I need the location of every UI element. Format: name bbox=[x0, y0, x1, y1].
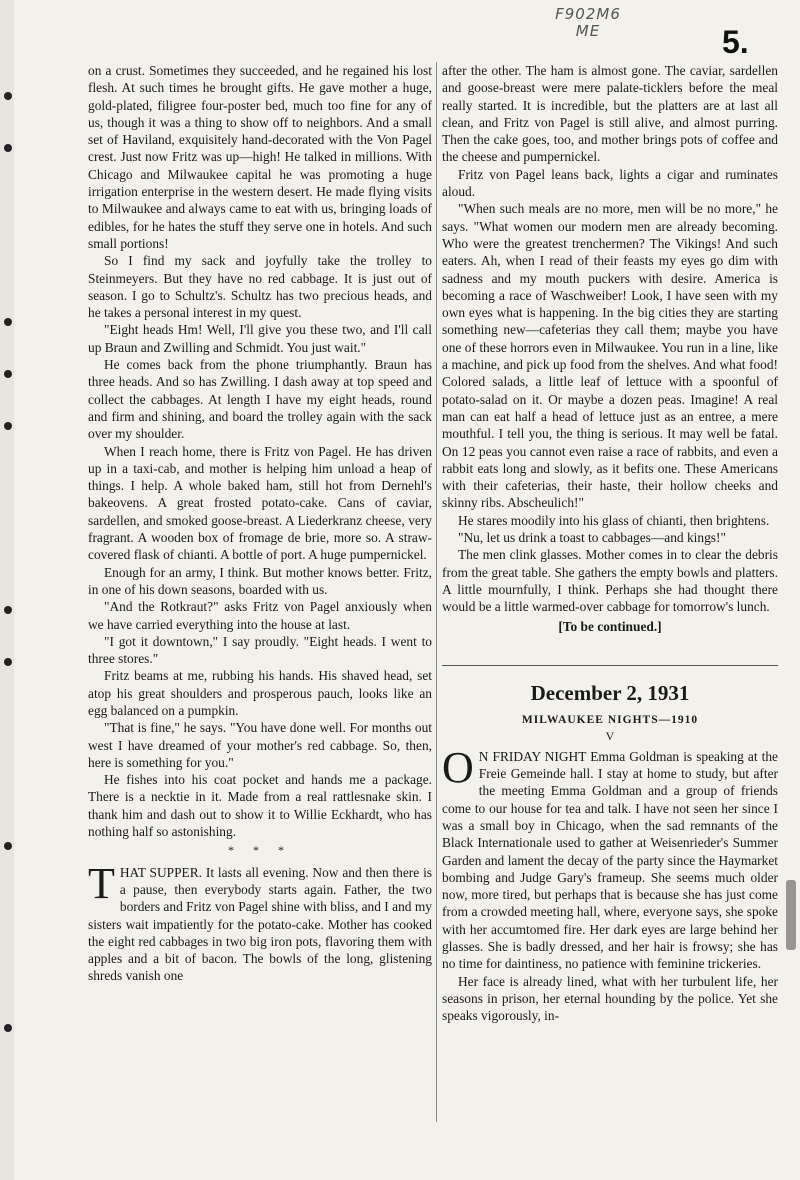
series-number: V bbox=[605, 728, 615, 743]
binding-hole bbox=[4, 144, 12, 152]
series-title: MILWAUKEE NIGHTS—1910 bbox=[521, 713, 699, 726]
paragraph: So I find my sack and joyfully take the trolley to Steinmeyers. But they have no red cabbage. It is just out of season. I go to Schultz's. Schultz has two precious heads, and he takes a personal interest in my quest. bbox=[88, 253, 432, 321]
paragraph: When I reach home, there is Fritz von Pagel. He has driven up in a taxi-cab, and mother is helping him unload a heap of things. I help. A whole baked ham, still hot from Dernehl's bakeovens. A great frosted potato-cake. Cans of caviar, sardellen, and smoked goose-breast. A Liederkranz cheese, very fragrant. A wooden box of fromage de brie, more so. A straw-covered flask of chianti. A bottle of port. A huge pumpernickel. bbox=[88, 443, 432, 563]
left-column bbox=[88, 62, 432, 985]
binding-hole bbox=[4, 92, 12, 100]
scan-artifact bbox=[786, 880, 796, 950]
archive-mark bbox=[528, 6, 648, 40]
section-rule bbox=[442, 665, 778, 666]
paragraph: "When such meals are no more, men will be no more," he says. "What women our modern men are already becoming. Who were the greatest trenchermen? The Vikings! And such eaters. Ah, when I read of their feasts my eyes go dim with sadness and my mouth puckers with desire. America is becoming a race of Waschweiber! Look, I have seen with my own eyes what is happening. In the big cities they are starting something new—cafeterias they call them; maybe you have one of these horrors even in Milwaukee. You run in a line, like a machine, and pick up food from the shelves. And what food! Colored salads, a little leaf of lettuce with a spoonful of potato-salad on it. Or maybe a dozen peas. Imagine! A real man can eat half a head of lettuce just as an entree, a mere mouthful. I tell you, the thing is serious. It may well be fatal. On 12 peas you cannot even raise a race of rabbits, and even a rabbit eats long and slowly, as it befits one. These Americans with their cafeterias, their haste, their hollow cheeks and skinny ribs. Abscheulich!" bbox=[442, 201, 778, 511]
paragraph: "And the Rotkraut?" asks Fritz von Pagel anxiously when we have carried everything into the house at last. bbox=[88, 599, 432, 632]
right-column bbox=[442, 62, 778, 1025]
dropcap-paragraph-text: N FRIDAY NIGHT Emma Goldman is speaking at the Freie Gemeinde hall. I stay at home to study, but after the meeting Emma Goldman and a group of friends come to our house for tea and talk. I have not seen her since I was a small boy in Chicago, when the sad remnants of the Black Internationale used to gather at Weisenrieder's Summer Garden and lament the decay of the party since the Haymarket bombing and Judge Gary's frameup. She seems much older now, more tired, but perhaps that is because she has just come from a crowded meeting hall, where, everyone says, she spoke with her accumtomed fire. Her dark eyes are large behind her glasses. She is badly dressed, and her hair is frowsy; she has no time for daintiness, no patience with feminine trickeries. bbox=[442, 748, 778, 972]
binding-hole bbox=[4, 422, 12, 430]
paragraph: Enough for an army, I think. But mother knows better. Fritz, in one of his down seasons, boarded with us. bbox=[88, 564, 432, 597]
paragraph: Her face is already lined, what with her turbulent life, her seasons in prison, her eternal hounding by the police. Yet she speaks vigorously, in- bbox=[442, 973, 778, 1024]
drop-cap: O bbox=[442, 742, 474, 792]
binding-hole bbox=[4, 370, 12, 378]
paragraph: after the other. The ham is almost gone. The caviar, sardellen and goose-breast were mere palate-ticklers before the meal really started. It is incredible, but the platters are at last all clean, and Fritz von Pagel is still alive, and almost purring. Then the cake goes, too, and mother brings pots of coffee and the cheese and pumpernickel. bbox=[442, 63, 778, 165]
continued-notice: [To be continued.] bbox=[558, 618, 662, 634]
archive-mark-line1: F902M6 bbox=[555, 5, 621, 23]
paragraph: He comes back from the phone triumphantly. Braun has three heads. And so has Zwilling. I dash away at top speed and collect the cabbages. At length I have my eight heads, round and firm and shining, and board the trolley again with the sack over my shoulder. bbox=[88, 357, 432, 442]
paragraph: He fishes into his coat pocket and hands me a package. There is a necktie in it. Made from a real rattlesnake skin. I thank him and dash out to show it to Willie Eckhardt, who has nothing half so astonishing. bbox=[88, 772, 432, 840]
drop-cap: T bbox=[88, 858, 115, 908]
binding-edge bbox=[0, 0, 14, 1180]
section-break: * * * bbox=[228, 843, 292, 858]
date-heading: December 2, 1931 bbox=[530, 680, 690, 705]
paragraph: "Eight heads Hm! Well, I'll give you these two, and I'll call up Braun and Zwilling and Schmidt. You just wait." bbox=[88, 322, 432, 355]
paragraph: "I got it downtown," I say proudly. "Eight heads. I went to three stores." bbox=[88, 633, 432, 667]
paragraph: The men clink glasses. Mother comes in to clear the debris from the great table. She gathers the empty bowls and platters. A little mournfully, I think. Perhaps she had thought there would be a little warmed-over cabbage for tomorrow's lunch. bbox=[442, 547, 778, 615]
dropcap-paragraph bbox=[442, 742, 778, 973]
page-number: 5. bbox=[722, 24, 749, 60]
paragraph: "That is fine," he says. "You have done well. For months out west I have dreamed of your mother's red cabbage. So, then, here is something for you." bbox=[88, 720, 432, 770]
binding-hole bbox=[4, 658, 12, 666]
binding-hole bbox=[4, 842, 12, 850]
paragraph: "Nu, let us drink a toast to cabbages—and kings!" bbox=[458, 530, 726, 546]
binding-hole bbox=[4, 318, 12, 326]
binding-hole bbox=[4, 606, 12, 614]
dropcap-paragraph bbox=[88, 858, 432, 985]
binding-hole bbox=[4, 1024, 12, 1032]
paragraph: on a crust. Sometimes they succeeded, and he regained his lost flesh. At such times he brought gifts. He gave mother a huge, gold-plated, filigree four-poster bed, much too fine for any of us, though it was a thing to show off to neighbors. And a small set of Haviland, exquisitely hand-decorated with the Von Pagel crest. Just now Fritz was up—high! He talked in millions. With Chicago and Milwaukee capital he was promoting a huge irrigation enterprise in the western desert. He made flying visits to Milwaukee and always came to eat with us, bringing loads of edibles, for he hates the stuff they serve one in hotels. And such small portions! bbox=[88, 63, 432, 251]
column-divider bbox=[436, 62, 437, 1122]
paragraph: He stares moodily into his glass of chianti, then brightens. bbox=[458, 512, 770, 528]
paragraph: Fritz beams at me, rubbing his hands. His shaved head, set atop his great shoulders and prosperous pauch, looks like an egg balanced on a pumpkin. bbox=[88, 668, 432, 718]
paragraph: Fritz von Pagel leans back, lights a cigar and ruminates aloud. bbox=[442, 166, 778, 200]
dropcap-paragraph-text: HAT SUPPER. It lasts all evening. Now and then there is a pause, then everybody starts again. Father, the two borders and Fritz von Pagel shine with bliss, and I and my sisters wait impatiently for the potato-cake. Mother has cooked the eight red cabbages in two big iron pots, flavoring them with apples and a bit of bacon. The bowls of the long, glistening shreds vanish one bbox=[88, 864, 432, 984]
archive-mark-line2: ME bbox=[575, 22, 601, 40]
